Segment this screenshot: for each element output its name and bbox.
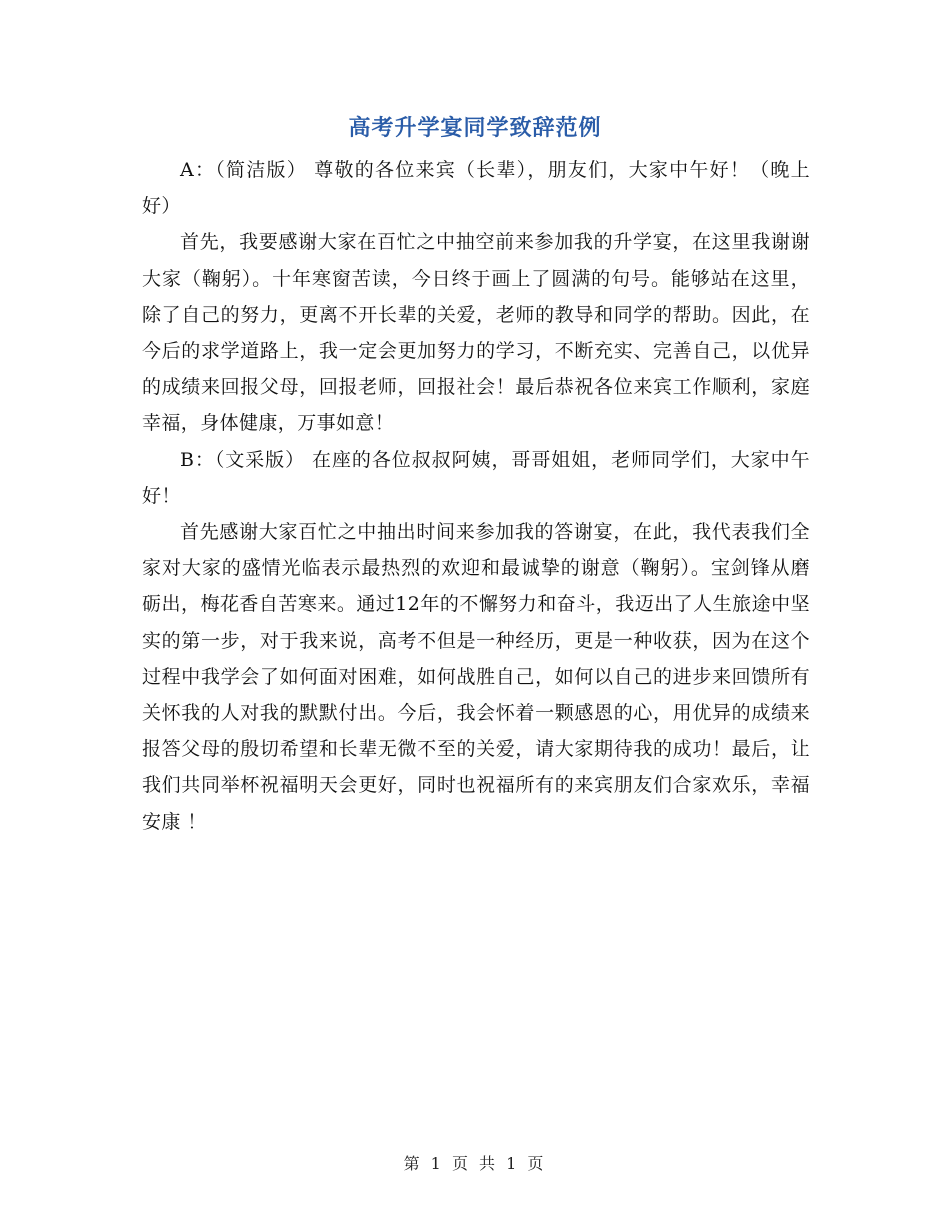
document-title: 高考升学宴同学致辞范例: [348, 115, 602, 141]
paragraph-version-a-greeting: A：（简洁版） 尊敬的各位来宾（长辈），朋友们，大家中午好！（晚上好）: [142, 159, 810, 218]
page-number-footer: 第 1 页 共 1 页: [403, 1154, 547, 1173]
paragraph-version-b-greeting: B：（文采版） 在座的各位叔叔阿姨，哥哥姐姐，老师同学们，大家中午好！: [142, 448, 810, 507]
document-body: [142, 152, 810, 840]
paragraph-version-a-body: 首先，我要感谢大家在百忙之中抽空前来参加我的升学宴，在这里我谢谢大家（鞠躬）。十年寒窗苦读，今日终于画上了圆满的句号。能够站在这里，除了自己的努力，更离不开长辈的关爱，老师的教导和同学的帮助。因此，在今后的求学道路上，我一定会更加努力的学习，不断充实、完善自己，以优异的成绩来回报父母，回报老师，回报社会！最后恭祝各位来宾工作顺利，家庭幸福，身体健康，万事如意！: [142, 231, 810, 435]
paragraph-version-b-body: 首先感谢大家百忙之中抽出时间来参加我的答谢宴，在此，我代表我们全家对大家的盛情光临表示最热烈的欢迎和最诚挚的谢意（鞠躬）。宝剑锋从磨砺出，梅花香自苦寒来。通过12年的不懈努力和奋斗，我迈出了人生旅途中坚实的第一步，对于我来说，高考不但是一种经历，更是一种收获，因为在这个过程中我学会了如何面对困难，如何战胜自己，如何以自己的进步来回馈所有关怀我的人对我的默默付出。今后，我会怀着一颗感恩的心，用优异的成绩来报答父母的殷切希望和长辈无微不至的关爱，请大家期待我的成功！最后，让我们共同举杯祝福明天会更好，同时也祝福所有的来宾朋友们合家欢乐，幸福安康 ！: [142, 521, 810, 833]
